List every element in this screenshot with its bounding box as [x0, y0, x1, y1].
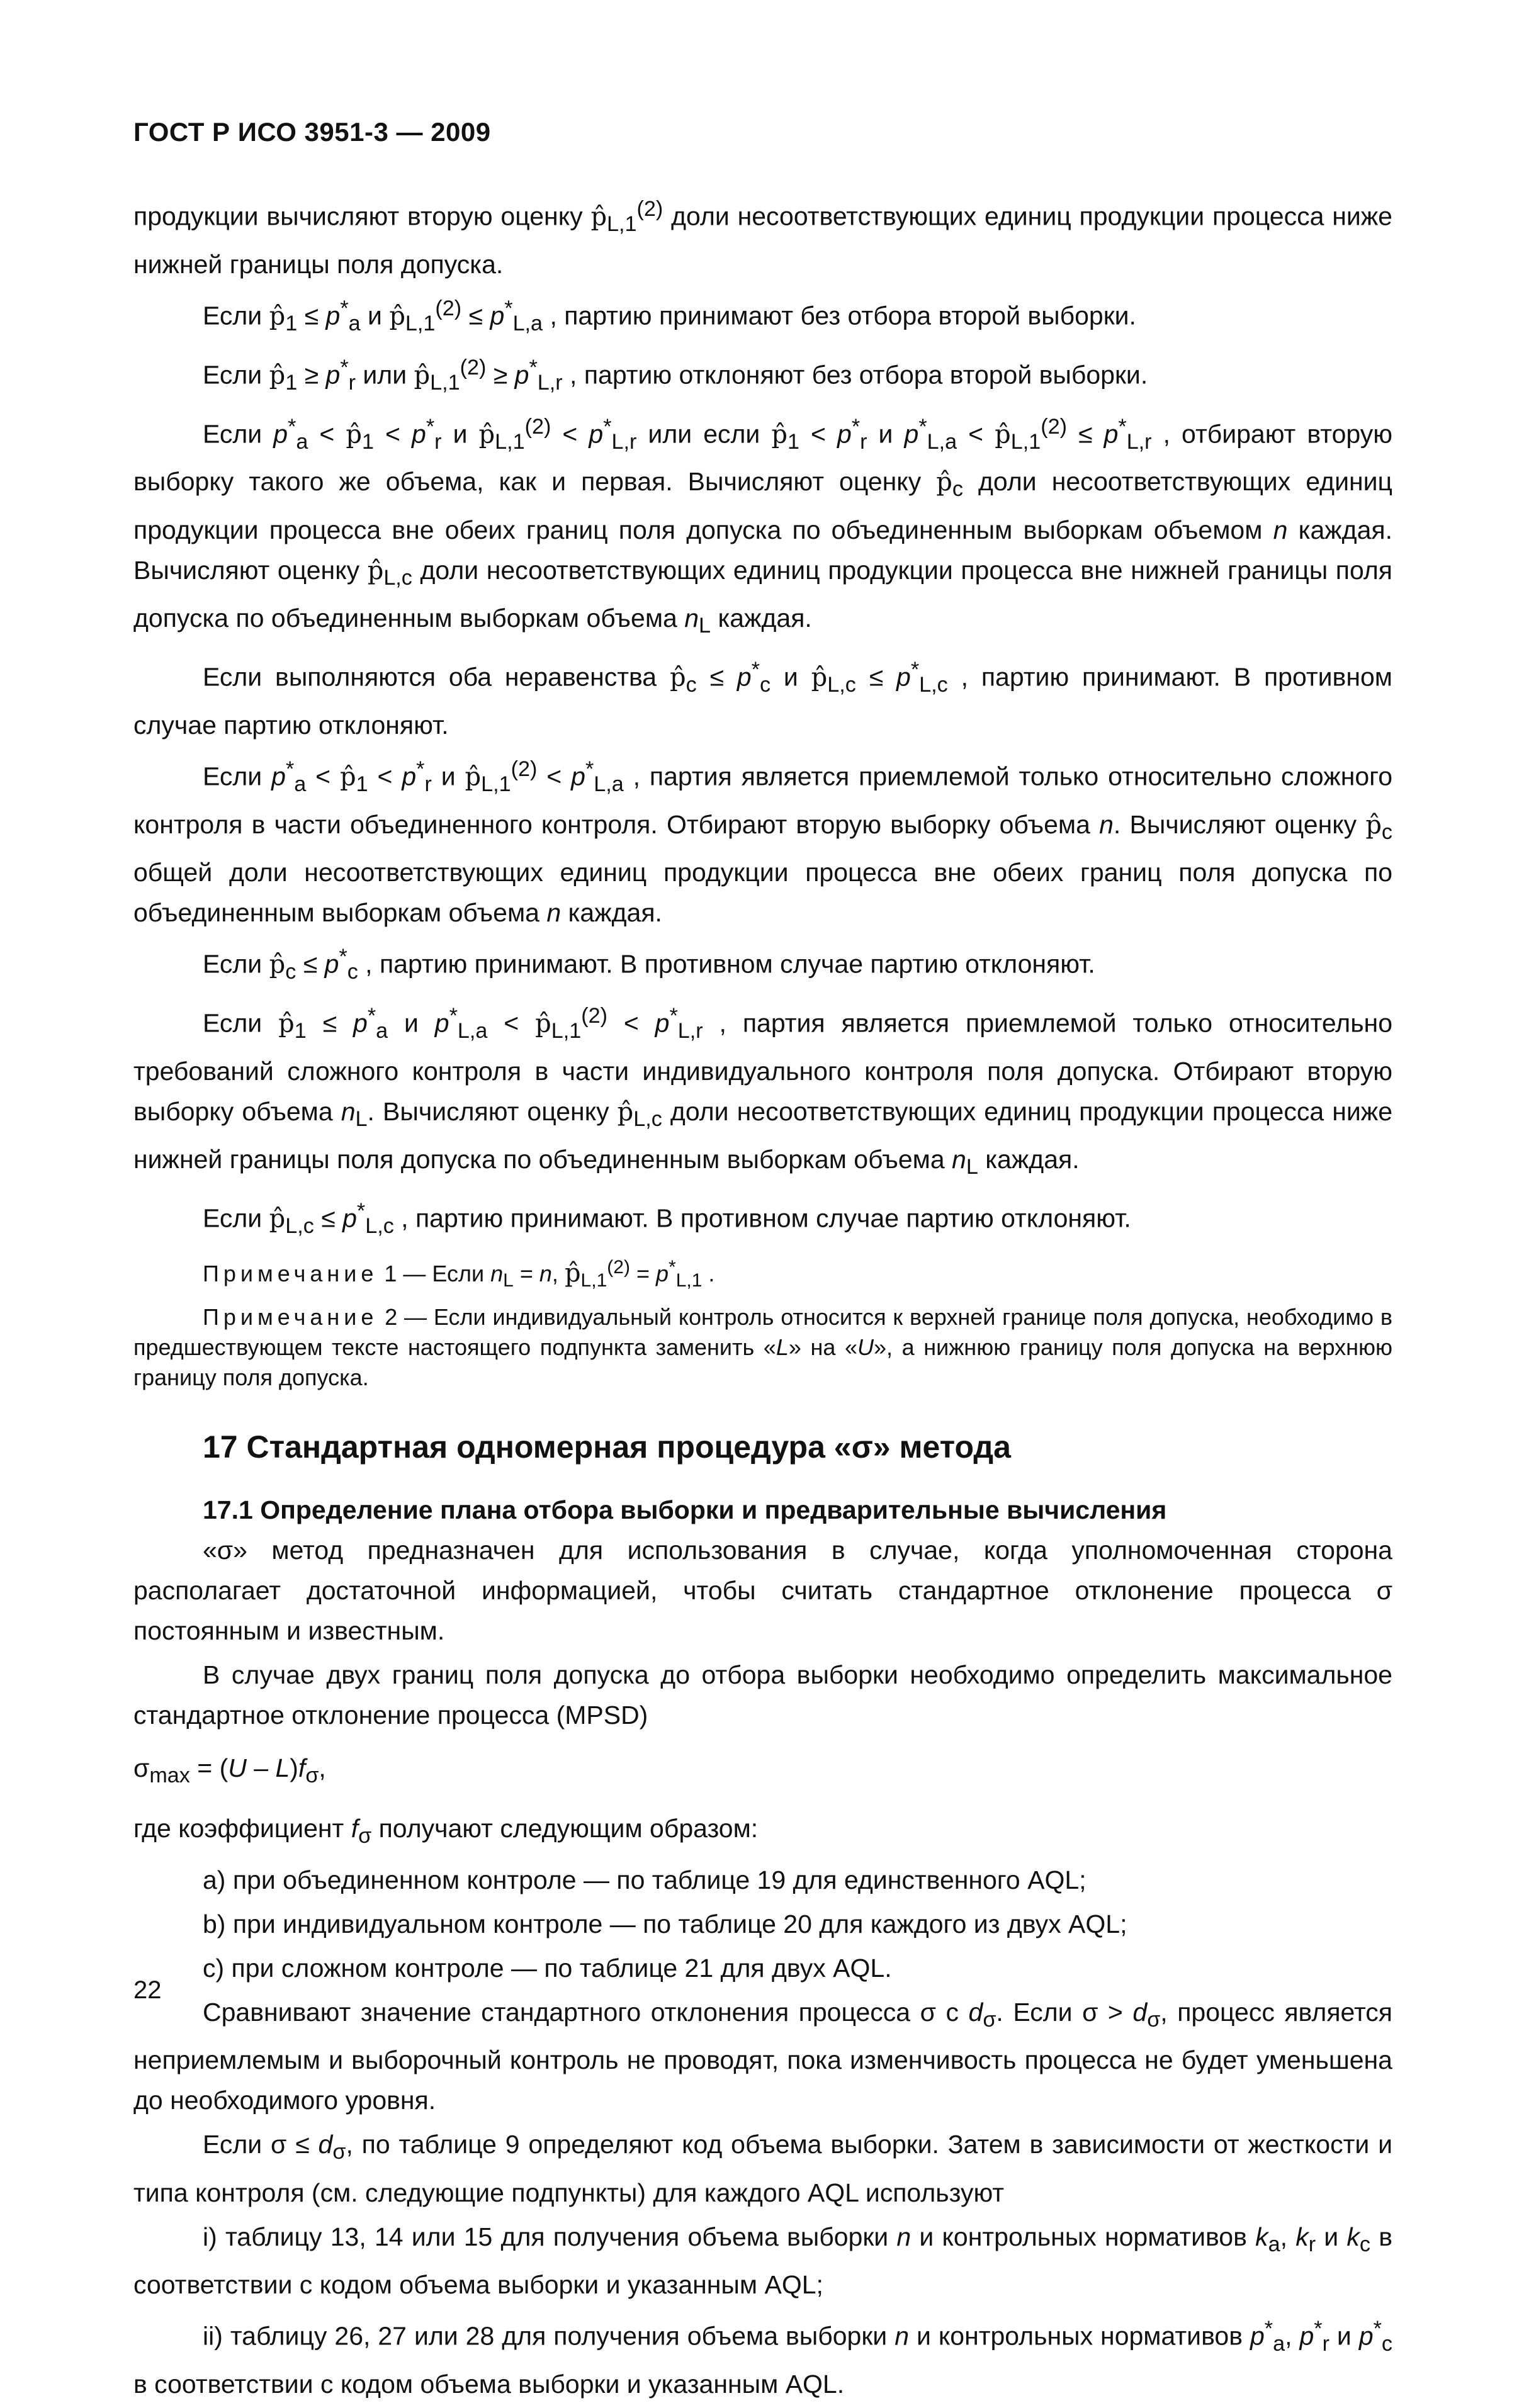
paragraph-7: Если $p̂_c \le p^*_c$ , партию принимают. В противном случае партию отклоняют. [203, 944, 1095, 984]
section-heading: 17 Стандартная одномерная процедура «σ» метода [203, 1429, 1011, 1465]
section-paragraph-1: «σ» метод предназначен для использования в случае, когда уполномоченная сторона располагает достаточной информацией, чтобы считать стандартное отклонение процесса σ постоянным и известным. [133, 1535, 1392, 1645]
document-body [133, 189, 1392, 2408]
note-1: Примечание 1 — Если $n_L = n$, $p̂_{L,1}^{(2)} = p^*_{L,1}$ . [203, 1256, 715, 1291]
section-paragraph-4: Сравнивают значение стандартного отклонения процесса σ с $d_\sigma$. Если $\sigma > d_\sigma$, процесс является неприемлемым и выборочный контроль не проводят, пока изменчивость процесса не будет уменьшена до необходимого уровня. [133, 1998, 1392, 2115]
list-item-ii: ii) таблицу 26, 27 или 28 для получения объема выборки n и контрольных нормативов $p^*_a$, $p^*_r$ и $p^*_c$ в соответствии с кодом объема выборки и указанным AQL. [133, 2316, 1392, 2399]
section-paragraph-2: В случае двух границ поля допуска до отбора выборки необходимо определить максимальное стандартное отклонение процесса (MPSD) [133, 1660, 1392, 1730]
paragraph-6: Если $p^*_a$ < $p̂_1 < p^*_r$ и $p̂_{L,1}^{(2)} < p^*_{L,a}$ , партия является приемлемой только относительно сложного контроля в части объединенного контроля. Отбирают вторую выборку объема n. Вычисляют оценку $p̂_c$ общей доли несоответствующих единиц продукции процесса вне обеих границ поля допуска по объединенным выборкам объема n каждая. [133, 757, 1393, 927]
paragraph-9: Если $p̂_{L,c} \le p^*_{L,c}$ , партию принимают. В противном случае партию отклоняют. [203, 1198, 1131, 1238]
list-item-b: b) при индивидуальном контроле — по таблице 20 для каждого из двух AQL; [203, 1910, 1127, 1939]
subsection-heading: 17.1 Определение плана отбора выборки и предварительные вычисления [203, 1495, 1167, 1524]
paragraph-1: продукции вычисляют вторую оценку $p̂_{L,1}^{(2)}$ доли несоответствующих единиц продукции процесса ниже нижней границы поля допуска. [133, 197, 1392, 279]
formula-sigma-max: $\sigma_{max} = (U - L)f_\sigma$, [133, 1753, 326, 1788]
paragraph-8: Если $p̂_1 \le p^*_a$ и $p^*_{L,a}$ < $p̂_{L,1}^{(2)} < p^*_{L,r}$ , партия является приемлемой только относительно требований сложного контроля в части индивидуального контроля поля допуска. Отбирают вторую выборку объема $n_L$. Вычисляют оценку $p̂_{L,c}$ доли несоответствующих единиц продукции процесса ниже нижней границы поля допуска по объединенным выборкам объема $n_L$ каждая. [133, 1003, 1393, 1179]
paragraph-5: Если выполняются оба неравенства $p̂_c \le p^*_c$ и $p̂_{L,c} \le p^*_{L,c}$ , партию принимают. В противном случае партию отклоняют. [133, 657, 1392, 740]
section-paragraph-3: где коэффициент $f_\sigma$ получают следующим образом: [133, 1814, 759, 1848]
paragraph-4: Если $p^*_a$ < $p̂_1 < p^*_r$ и $p̂_{L,1}^{(2)} < p^*_{L,r}$ или если $p̂_1 < p^*_r$ и $p^*_{L,a}$ < $p̂_{L,1}^{(2)} \le p^*_{L,r}$ , отбирают вторую выборку такого же объема, как и первая. Вычисляют оценку $p̂_c$ доли несоответствующих единиц продукции процесса вне обеих границ поля допуска по объединенным выборкам объемом n каждая. Вычисляют оценку $p̂_{L,c}$ доли несоответствующих единиц продукции процесса вне нижней границы поля допуска по объединенным выборкам объема $n_L$ каждая. [133, 414, 1393, 638]
paragraph-3: Если $p̂_1 \ge p^*_r$ или $p̂_{L,1}^{(2)} \ge p^*_{L,r}$ , партию отклоняют без отбора второй выборки. [203, 355, 1148, 395]
paragraph-2: Если $p̂_1 \le p^*_a$ и $p̂_{L,1}^{(2)} \le p^*_{L,a}$ , партию принимают без отбора второй выборки. [203, 296, 1136, 335]
list-item-c: с) при сложном контроле — по таблице 21 для двух AQL. [203, 1954, 892, 1983]
note-2: Примечание 2 — Если индивидуальный контроль относится к верхней границе поля допуска, необходимо в предшествующем тексте настоящего подпункта заменить «L» на «U», а нижнюю границу поля допуска на верхнюю границу поля допуска. [133, 1303, 1392, 1390]
list-item-i: i) таблицу 13, 14 или 15 для получения объема выборки n и контрольных нормативов $k_a$, $k_r$ и $k_c$ в соответствии с кодом объема выборки и указанным AQL; [133, 2222, 1392, 2299]
page-number: 22 [133, 1976, 162, 2004]
list-item-a: а) при объединенном контроле — по таблице 19 для единственного AQL; [203, 1865, 1087, 1895]
section-paragraph-5: Если $\sigma \le d_\sigma$, по таблице 9 определяют код объема выборки. Затем в зависимости от жесткости и типа контроля (см. следующие подпункты) для каждого AQL используют [133, 2130, 1392, 2207]
document-header: ГОСТ Р ИСО 3951-3 — 2009 [133, 117, 491, 147]
